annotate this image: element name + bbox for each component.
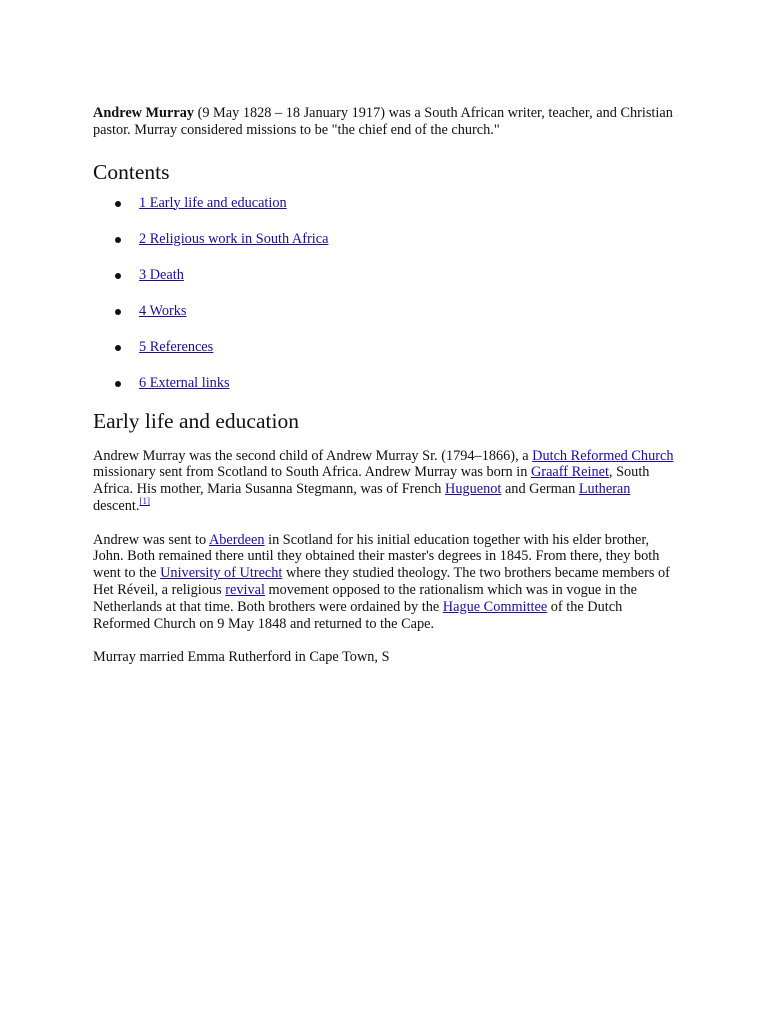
link-hague-committee[interactable]: Hague Committee (442, 598, 548, 615)
citation-link[interactable]: [1] (139, 496, 150, 507)
toc-item (93, 339, 678, 375)
toc-link-external-links[interactable]: 6 External links (139, 374, 230, 391)
paragraph-text: movement opposed to the rationalism which was in vogue in the Netherlands at that time. Both brothers were ordained by the (93, 581, 637, 615)
toc-link-references[interactable]: 5 References (139, 338, 214, 355)
toc-item (93, 303, 678, 339)
early-life-paragraph-2 (93, 532, 678, 633)
bullet-icon (115, 309, 121, 315)
bullet-icon (115, 381, 121, 387)
article-subject-name: Andrew Murray (93, 105, 194, 121)
contents-heading: Contents (93, 159, 170, 184)
bullet-icon (115, 237, 121, 243)
early-life-paragraph-1 (93, 448, 678, 515)
link-revival[interactable]: revival (225, 581, 265, 598)
paragraph-text: Andrew Murray was the second child of Andrew Murray Sr. (1794–1866), a (93, 447, 533, 464)
bullet-icon (115, 201, 121, 207)
toc-item (93, 195, 678, 231)
section-heading-early-life: Early life and education (93, 408, 299, 433)
early-life-paragraph-3: Murray married Emma Rutherford in Cape Town, S (93, 649, 390, 666)
toc-item (93, 375, 678, 411)
intro-paragraph (93, 105, 678, 139)
link-huguenot[interactable]: Huguenot (445, 481, 502, 498)
paragraph-text: where they studied theology. The two brothers became members of Het Réveil, a religious (93, 565, 670, 598)
paragraph-text: descent. (93, 497, 140, 514)
toc-link-works[interactable]: 4 Works (139, 302, 187, 319)
bullet-icon (115, 273, 121, 279)
paragraph-text: in Scotland for his initial education together with his elder brother, John. Both remained there until they obtained their master's degrees in 1845. From there, they both went to the (93, 531, 660, 582)
toc-link-early-life[interactable]: 1 Early life and education (139, 194, 287, 211)
table-of-contents (93, 195, 678, 411)
toc-item (93, 267, 678, 303)
bullet-icon (115, 345, 121, 351)
paragraph-text: Andrew was sent to (93, 531, 209, 548)
article (93, 105, 678, 666)
paragraph-text: and German (501, 481, 579, 498)
toc-link-death[interactable]: 3 Death (139, 266, 184, 283)
link-graaff-reinet[interactable]: Graaff Reinet (530, 464, 609, 481)
paragraph-text: missionary sent from Scotland to South Africa. Andrew Murray was born in (93, 464, 531, 481)
intro-text: (9 May 1828 – 18 January 1917) was a South African writer, teacher, and Christian pastor. Murray considered missions to be "the chief end of the church." (93, 105, 673, 138)
toc-item (93, 231, 678, 267)
toc-link-religious-work[interactable]: 2 Religious work in South Africa (139, 230, 329, 247)
link-university-of-utrecht[interactable]: University of Utrecht (160, 565, 283, 582)
paragraph-text: , South Africa. His mother, Maria Susanna Stegmann, was of French (93, 464, 650, 498)
link-aberdeen[interactable]: Aberdeen (208, 531, 265, 548)
link-lutheran[interactable]: Lutheran (578, 481, 631, 498)
link-dutch-reformed-church[interactable]: Dutch Reformed Church (532, 447, 674, 464)
paragraph-text: of the Dutch Reformed Church on 9 May 1848 and returned to the Cape. (93, 598, 623, 632)
